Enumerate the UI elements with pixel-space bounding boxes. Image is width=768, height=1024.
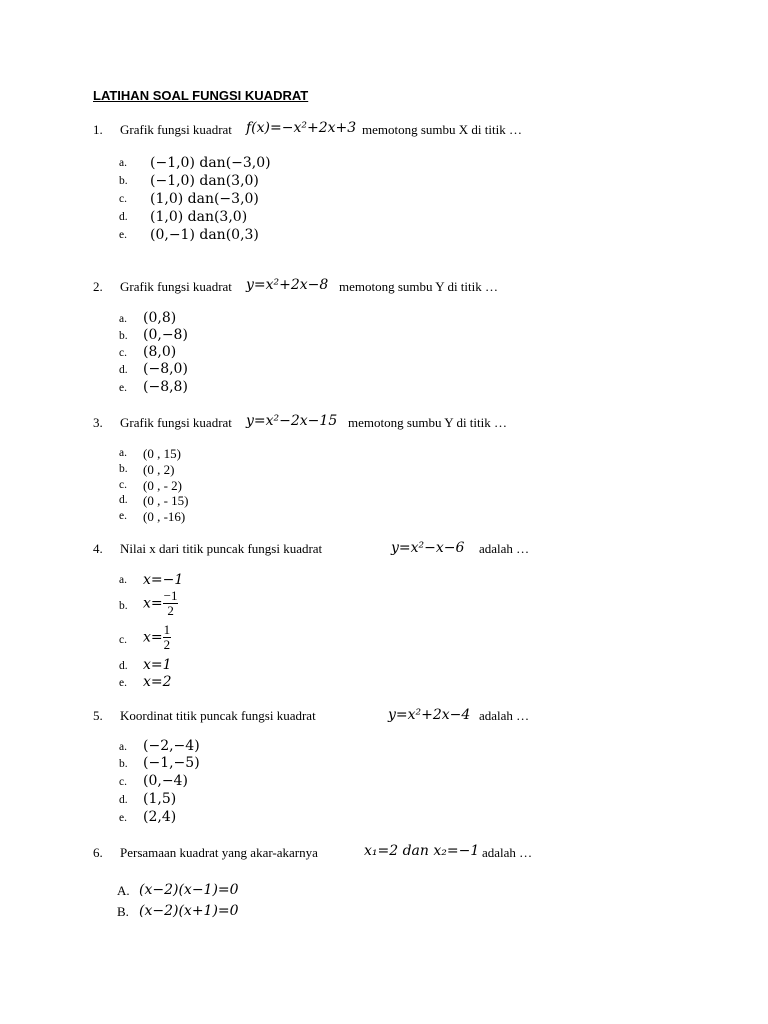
option-text: (0 , 2) <box>143 462 175 477</box>
option-text: (x−2)(x−1)=0 <box>139 882 239 898</box>
fraction-numerator: 1 <box>163 622 171 637</box>
question-suffix: adalah … <box>479 541 530 556</box>
option-label: d. <box>119 211 128 223</box>
page-title: LATIHAN SOAL FUNGSI KUADRAT <box>93 88 309 103</box>
option-text: (−8,8) <box>143 379 188 395</box>
option-text: (−1,0) dan(3,0) <box>150 173 259 189</box>
question-suffix: memotong sumbu Y di titik … <box>339 279 499 294</box>
question-expression: y=x²+2x−4 <box>388 707 471 723</box>
option-text: (1,5) <box>143 791 177 807</box>
question-suffix: memotong sumbu X di titik … <box>362 122 522 137</box>
question-text: Grafik fungsi kuadrat <box>120 279 232 294</box>
question-suffix: adalah … <box>479 708 530 723</box>
question-text: Nilai x dari titik puncak fungsi kuadrat <box>120 541 323 556</box>
option-text: (−8,0) <box>143 361 188 377</box>
question-text: Grafik fungsi kuadrat <box>120 415 232 430</box>
question-expression: y=x²+2x−8 <box>246 277 329 293</box>
option-text: (−2,−4) <box>143 738 200 754</box>
option-label: d. <box>119 364 128 376</box>
question-expression: f(x)=−x²+2x+3 <box>246 120 357 136</box>
option-label: c. <box>119 479 127 491</box>
question-expression: y=x²−2x−15 <box>246 413 338 429</box>
option-label: a. <box>119 313 127 325</box>
option-label: b. <box>119 175 128 187</box>
option-text: (−1,0) dan(−3,0) <box>150 155 271 171</box>
question-suffix: adalah … <box>482 845 533 860</box>
option-label: e. <box>119 382 127 394</box>
option-label: b. <box>119 758 128 770</box>
option-text: (8,0) <box>143 344 177 360</box>
question-number: 1. <box>93 122 103 137</box>
option-label: a. <box>119 741 127 753</box>
option-label: e. <box>119 510 127 522</box>
option-label: a. <box>119 447 127 459</box>
question-expression: y=x²−x−6 <box>391 540 465 556</box>
fraction-denominator: 2 <box>167 603 174 618</box>
option-text: x= <box>143 629 163 646</box>
question-number: 5. <box>93 708 103 723</box>
option-text: (0,−8) <box>143 327 188 343</box>
option-label: b. <box>119 330 128 342</box>
question-text: Grafik fungsi kuadrat <box>120 122 232 137</box>
option-text: (2,4) <box>143 809 177 825</box>
fraction <box>163 589 179 618</box>
question-number: 2. <box>93 279 103 294</box>
option-text: (1,0) dan(3,0) <box>150 209 248 225</box>
option-label: b. <box>119 600 128 612</box>
question-suffix: memotong sumbu Y di titik … <box>348 415 508 430</box>
option-label: d. <box>119 660 128 672</box>
option-text: x=1 <box>143 657 172 673</box>
option-label: c. <box>119 776 127 788</box>
option-label: d. <box>119 494 128 506</box>
option-label: b. <box>119 463 128 475</box>
option-text: (−1,−5) <box>143 755 200 771</box>
option-label: A. <box>117 883 130 898</box>
option-label: B. <box>117 904 129 919</box>
option-text: x= <box>143 595 163 612</box>
option-text: (0,8) <box>143 310 177 326</box>
option-label: c. <box>119 193 127 205</box>
option-text: x=2 <box>143 674 172 690</box>
fraction <box>163 623 172 652</box>
option-text: (0 , -16) <box>143 509 186 524</box>
fraction-denominator: 2 <box>163 637 171 652</box>
question-expression: x₁=2 dan x₂=−1 <box>364 843 480 859</box>
option-text: (0 , - 2) <box>143 478 182 493</box>
option-label: d. <box>119 794 128 806</box>
question-number: 6. <box>93 845 103 860</box>
question-text: Persamaan kuadrat yang akar-akarnya <box>120 845 318 860</box>
option-fraction <box>143 589 178 618</box>
option-label: e. <box>119 677 127 689</box>
question-text: Koordinat titik puncak fungsi kuadrat <box>120 708 316 723</box>
option-text: (0,−4) <box>143 773 188 789</box>
fraction-numerator: −1 <box>163 588 178 603</box>
option-text: (x−2)(x+1)=0 <box>139 903 239 919</box>
option-fraction <box>143 623 171 652</box>
option-label: e. <box>119 229 127 241</box>
option-label: a. <box>119 157 127 169</box>
option-text: (0 , - 15) <box>143 493 189 508</box>
option-label: e. <box>119 812 127 824</box>
option-label: c. <box>119 634 127 646</box>
option-text: (1,0) dan(−3,0) <box>150 191 259 207</box>
option-text: x=−1 <box>143 572 184 588</box>
option-text: (0 , 15) <box>143 446 181 461</box>
question-number: 3. <box>93 415 103 430</box>
option-text: (0,−1) dan(0,3) <box>150 227 259 243</box>
option-label: c. <box>119 347 127 359</box>
question-number: 4. <box>93 541 103 556</box>
option-label: a. <box>119 574 127 586</box>
